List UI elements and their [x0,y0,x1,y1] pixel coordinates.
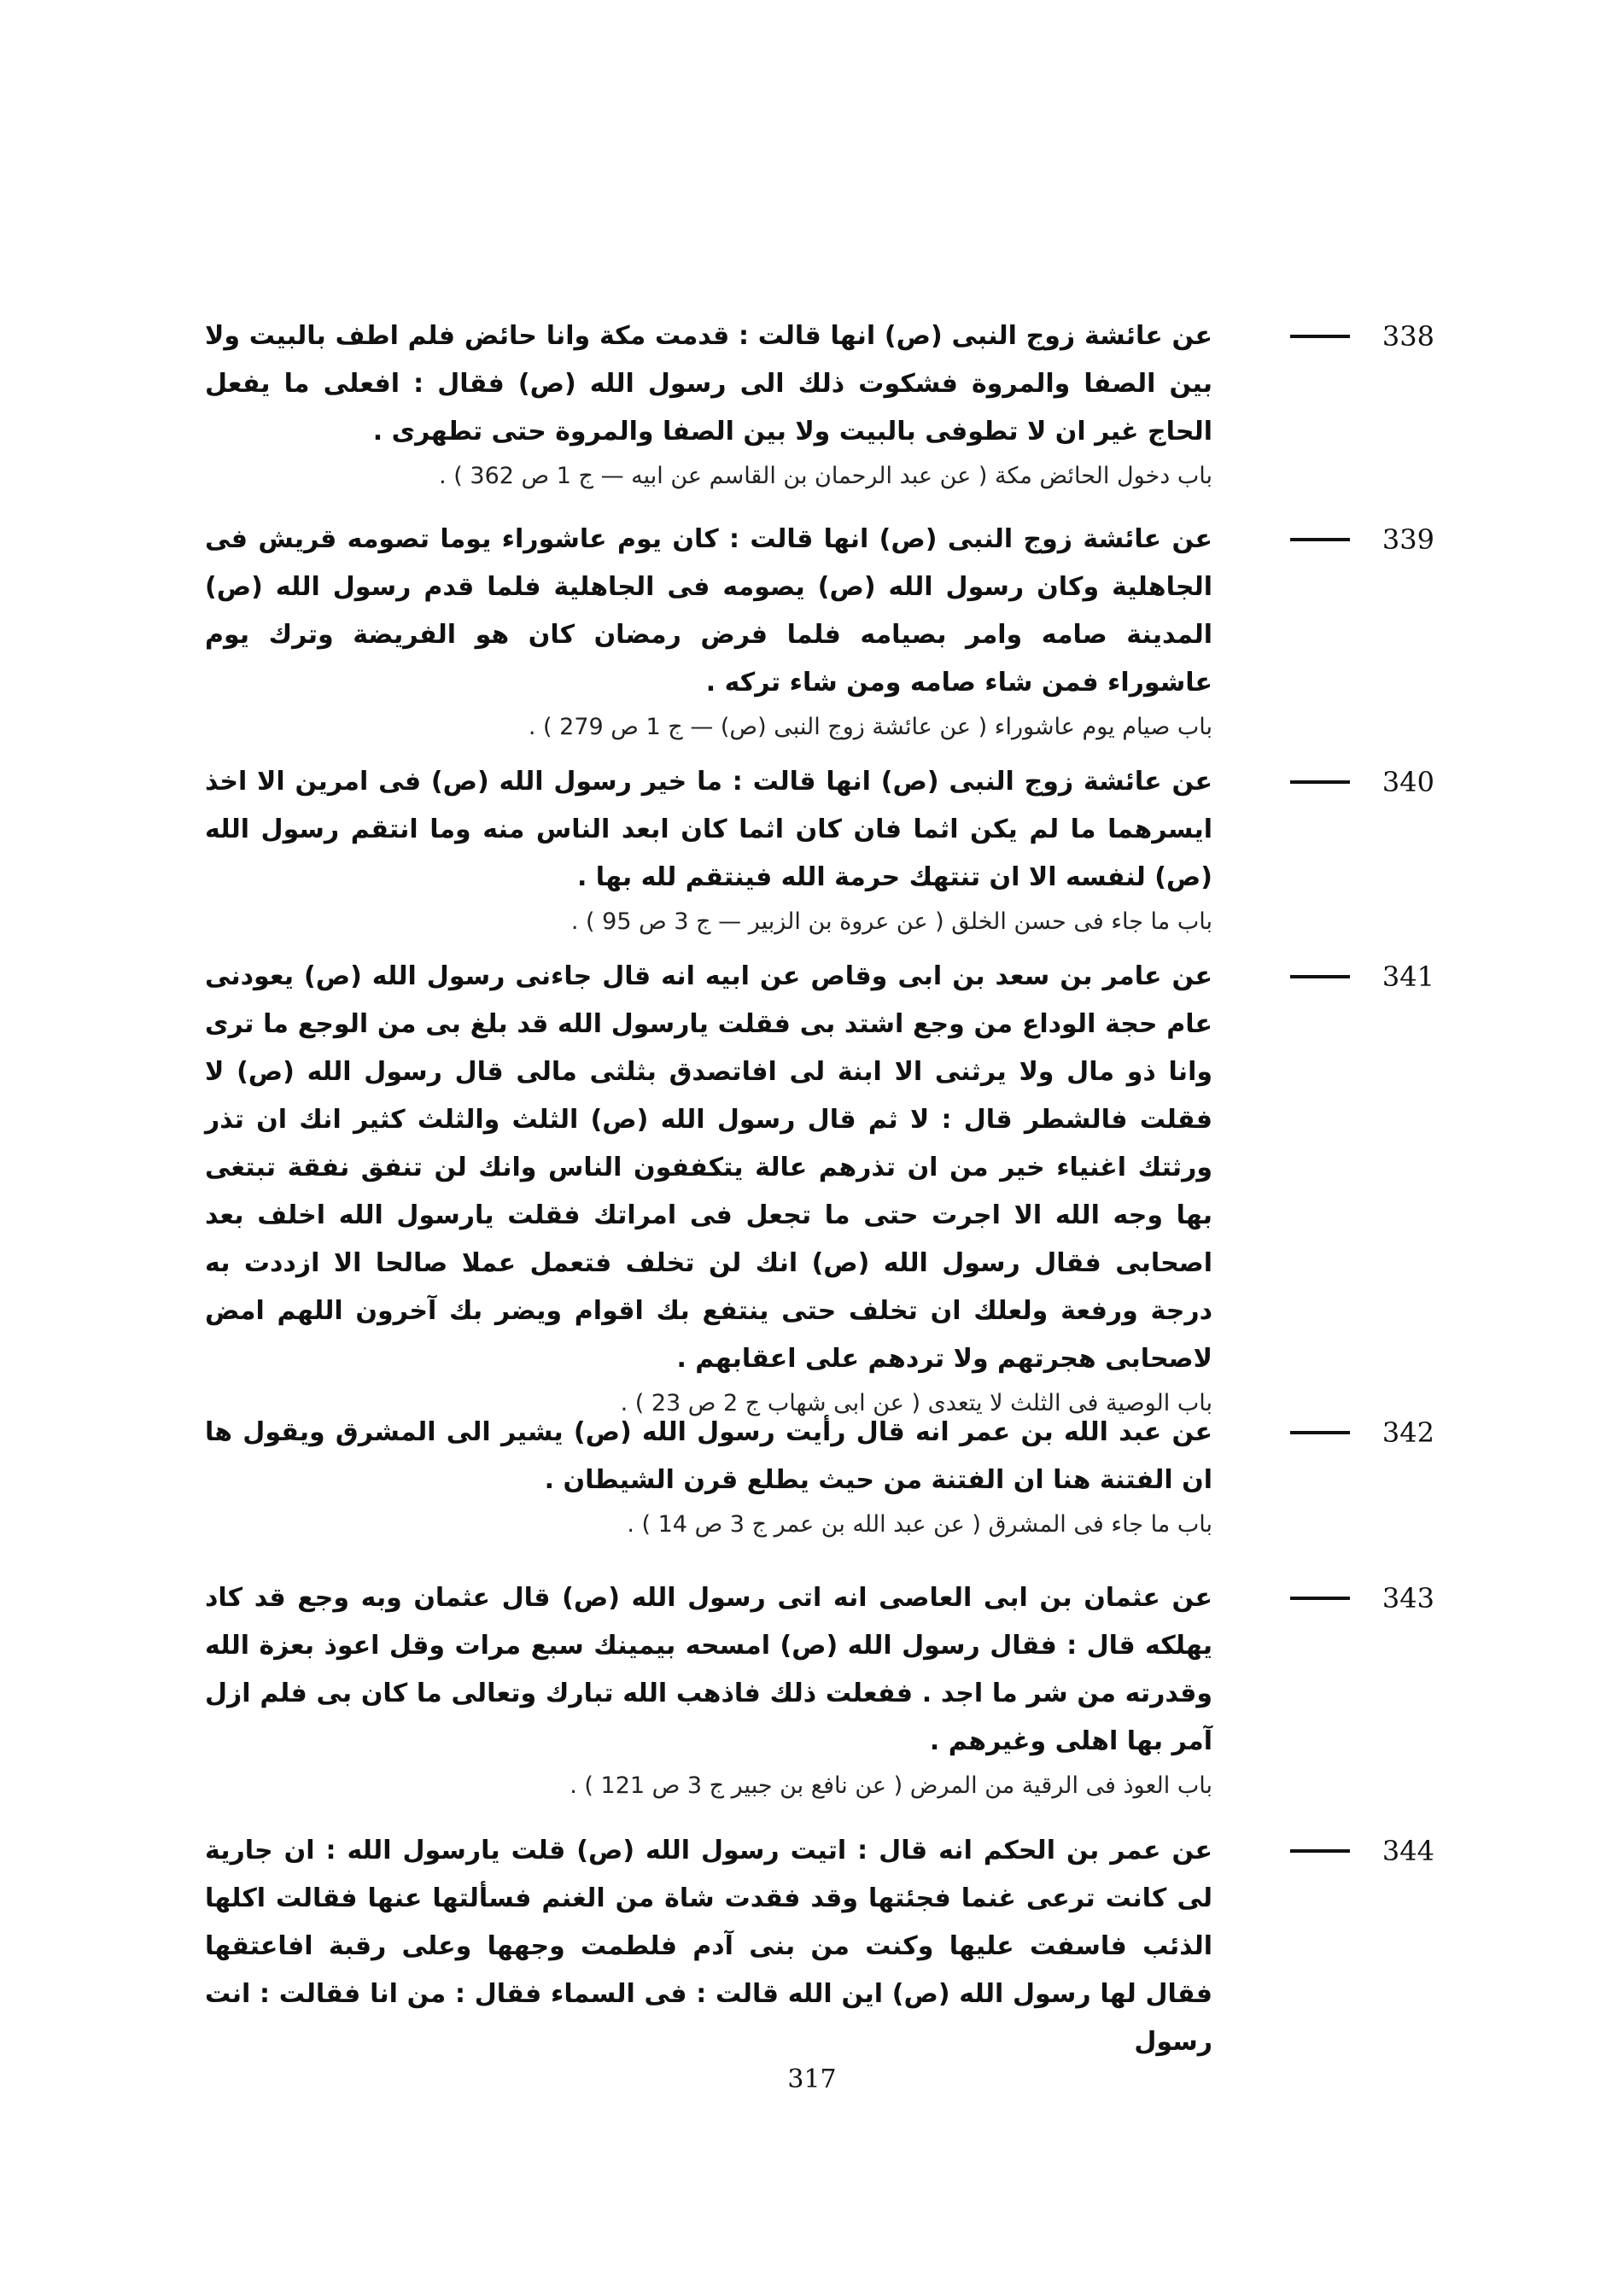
entry-text-block [205,1409,1212,1545]
entry-number-block [1264,1409,1434,1457]
hadith-text: عن عبد الله بن عمر انه قال رأيت رسول الله (ص) يشير الى المشرق ويقول ها ان الفتنة هنا ان الفتنة من حيث يطلع قرن الشيطان . [205,1417,1212,1495]
entry-number: 340 [1382,766,1434,798]
number-dash [1290,1431,1350,1434]
entry-text-block [205,1574,1212,1807]
entry-number: 338 [1382,320,1434,353]
hadith-text: عن عمر بن الحكم انه قال : اتيت رسول الله (ص) قلت يارسول الله : ان جارية لى كانت ترعى غنما فجئتها وقد فقدت شاة من الغنم فسألتها عنها فقالت اكلها الذئب فاسفت عليها وكنت من بنى آدم فلطمت وجهها وعلى رقبة افاعتقها فقال لها رسول الله (ص) اين الله قالت : فى السماء فقال : من انا فقالت : انت رسول [205,1836,1212,2057]
source-reference: باب العوذ فى الرقية من المرض ( عن نافع بن جبير ج 3 ص 121 ) . [570,1772,1212,1799]
entry-text-block [205,516,1212,748]
entry-number-block [1264,758,1434,806]
entry-text-block [205,1827,1212,2066]
entry-number-block [1264,516,1434,563]
page-number: 317 [787,2064,837,2094]
source-reference: باب صيام يوم عاشوراء ( عن عائشة زوج النبى (ص) — ج 1 ص 279 ) . [528,714,1212,740]
entry-number: 342 [1382,1416,1434,1449]
source-reference: باب الوصية فى الثلث لا يتعدى ( عن ابى شهاب ج 2 ص 23 ) . [620,1390,1212,1416]
hadith-text: عن عائشة زوج النبى (ص) انها قالت : قدمت مكة وانا حائض فلم اطف بالبيت ولا بين الصفا والمروة فشكوت ذلك الى رسول الله (ص) فقال : افعلى ما يفعل الحاج غير ان لا تطوفى بالبيت ولا بين الصفا والمروة حتى تطهرى . [205,321,1212,447]
source-reference: باب دخول الحائض مكة ( عن عبد الرحمان بن القاسم عن ابيه — ج 1 ص 362 ) . [439,463,1212,489]
number-dash [1290,1849,1350,1853]
entry-text-block [205,312,1212,497]
hadith-text: عن عامر بن سعد بن ابى وقاص عن ابيه انه قال جاءنى رسول الله (ص) يعودنى عام حجة الوداع من وجع اشتد بى فقلت يارسول الله قد بلغ بى من الوجع ما ترى وانا ذو مال ولا يرثنى الا ابنة لى افاتصدق بثلثى مالى قال رسول الله (ص) لا فقلت فالشطر قال : لا ثم قال رسول الله (ص) الثلث والثلث كثير انك ان تذر ورثتك اغنياء خير من ان تذرهم عالة يتكففون الناس وانك لن تنفق نفقة تبتغى بها وجه الله الا اجرت حتى ما تجعل فى امراتك فقلت يارسول الله اخلف بعد اصحابى فقال رسول الله (ص) انك لن تخلف فتعمل عملا صالحا الا ازددت به درجة ورفعة ولعلك ان تخلف حتى ينتفع بك اقوام ويضر بك آخرون اللهم امض لاصحابى هجرتهم ولا تردهم على اعقابهم . [205,961,1212,1374]
hadith-text: عن عثمان بن ابى العاصى انه اتى رسول الله (ص) قال عثمان وبه وجع قد كاد يهلكه قال : فقال رسول الله (ص) امسحه بيمينك سبع مرات وقل اعوذ بعزة الله وقدرته من شر ما اجد . ففعلت ذلك فاذهب الله تبارك وتعالى ما كان بى فلم ازل آمر بها اهلى وغيرهم . [205,1583,1212,1756]
number-dash [1290,780,1350,784]
entry-number-block [1264,953,1434,1001]
entry-text-block [205,758,1212,943]
hadith-text: عن عائشة زوج النبى (ص) انها قالت : ما خير رسول الله (ص) فى امرين الا اخذ ايسرهما ما لم يكن اثما فان كان اثما كان ابعد الناس منه وما انتقم رسول الله (ص) لنفسه الا ان تنتهك حرمة الله فينتقم لله بها . [205,767,1212,892]
entry-number: 343 [1382,1582,1434,1614]
entry-number-block [1264,1827,1434,1875]
source-reference: باب ما جاء فى حسن الخلق ( عن عروة بن الزبير — ج 3 ص 95 ) . [570,908,1212,935]
entry-number-block [1264,312,1434,360]
entry-text-block [205,953,1212,1424]
entry-number: 344 [1382,1835,1434,1867]
source-reference: باب ما جاء فى المشرق ( عن عبد الله بن عمر ج 3 ص 14 ) . [627,1511,1212,1538]
number-dash [1290,538,1350,541]
number-dash [1290,975,1350,978]
entry-number: 339 [1382,523,1434,556]
entry-number-block [1264,1574,1434,1622]
number-dash [1290,1597,1350,1600]
hadith-text: عن عائشة زوج النبى (ص) انها قالت : كان يوم عاشوراء يوما تصومه قريش فى الجاهلية وكان رسول الله (ص) يصومه فى الجاهلية فلما قدم رسول الله (ص) المدينة صامه وامر بصيامه فلما فرض رمضان كان هو الفريضة وترك يوم عاشوراء فمن شاء صامه ومن شاء تركه . [205,524,1212,698]
number-dash [1290,335,1350,338]
entry-number: 341 [1382,960,1434,993]
